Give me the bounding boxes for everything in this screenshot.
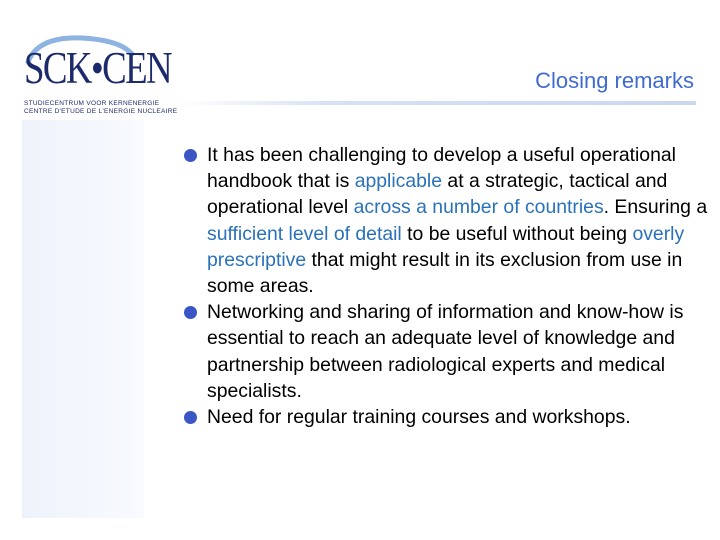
logo-subtitle-french: CENTRE D'ETUDE DE L'ENERGIE NUCLEAIRE bbox=[24, 108, 178, 115]
logo-wordmark: SCK•CEN bbox=[24, 43, 172, 93]
highlighted-phrase: sufficient level of detail bbox=[207, 222, 402, 245]
bullet-dot-icon bbox=[184, 306, 197, 319]
bullet-dot-icon bbox=[184, 411, 197, 424]
title-underline bbox=[176, 101, 696, 105]
highlighted-phrase: overly prescriptive bbox=[207, 222, 685, 271]
bullet-text: Need for regular training courses and workshops. bbox=[207, 406, 631, 429]
logo-subtitle-dutch: STUDIECENTRUM VOOR KERNENERGIE bbox=[24, 100, 160, 107]
highlighted-phrase: applicable bbox=[354, 170, 443, 193]
bullet-dot-icon bbox=[184, 149, 197, 162]
sck-cen-logo bbox=[20, 28, 178, 120]
highlighted-phrase: across a number of countries bbox=[353, 196, 604, 219]
bullet-list bbox=[184, 142, 714, 430]
bullet-segment: . Ensuring a bbox=[603, 196, 708, 219]
bullet-segment: It has been challenging to develop a useful operational handbook that is bbox=[207, 144, 676, 193]
bullet-text bbox=[207, 144, 707, 297]
bullet-segment: that might result in its exclusion from use in some areas. bbox=[207, 248, 683, 298]
bullet-segment: to be useful without being bbox=[401, 222, 633, 245]
bullet-text: Networking and sharing of information and know-how is essential to reach an adequate level of knowledge and partnership between radiological experts and medical specialists. bbox=[207, 301, 684, 402]
slide-title: Closing remarks bbox=[535, 68, 694, 93]
bullet-item bbox=[184, 142, 714, 299]
bullet-item bbox=[184, 299, 714, 404]
bullet-item bbox=[184, 404, 714, 430]
bullet-segment: at a strategic, tactical and operational level bbox=[207, 170, 668, 219]
sidebar-decoration bbox=[22, 120, 144, 518]
